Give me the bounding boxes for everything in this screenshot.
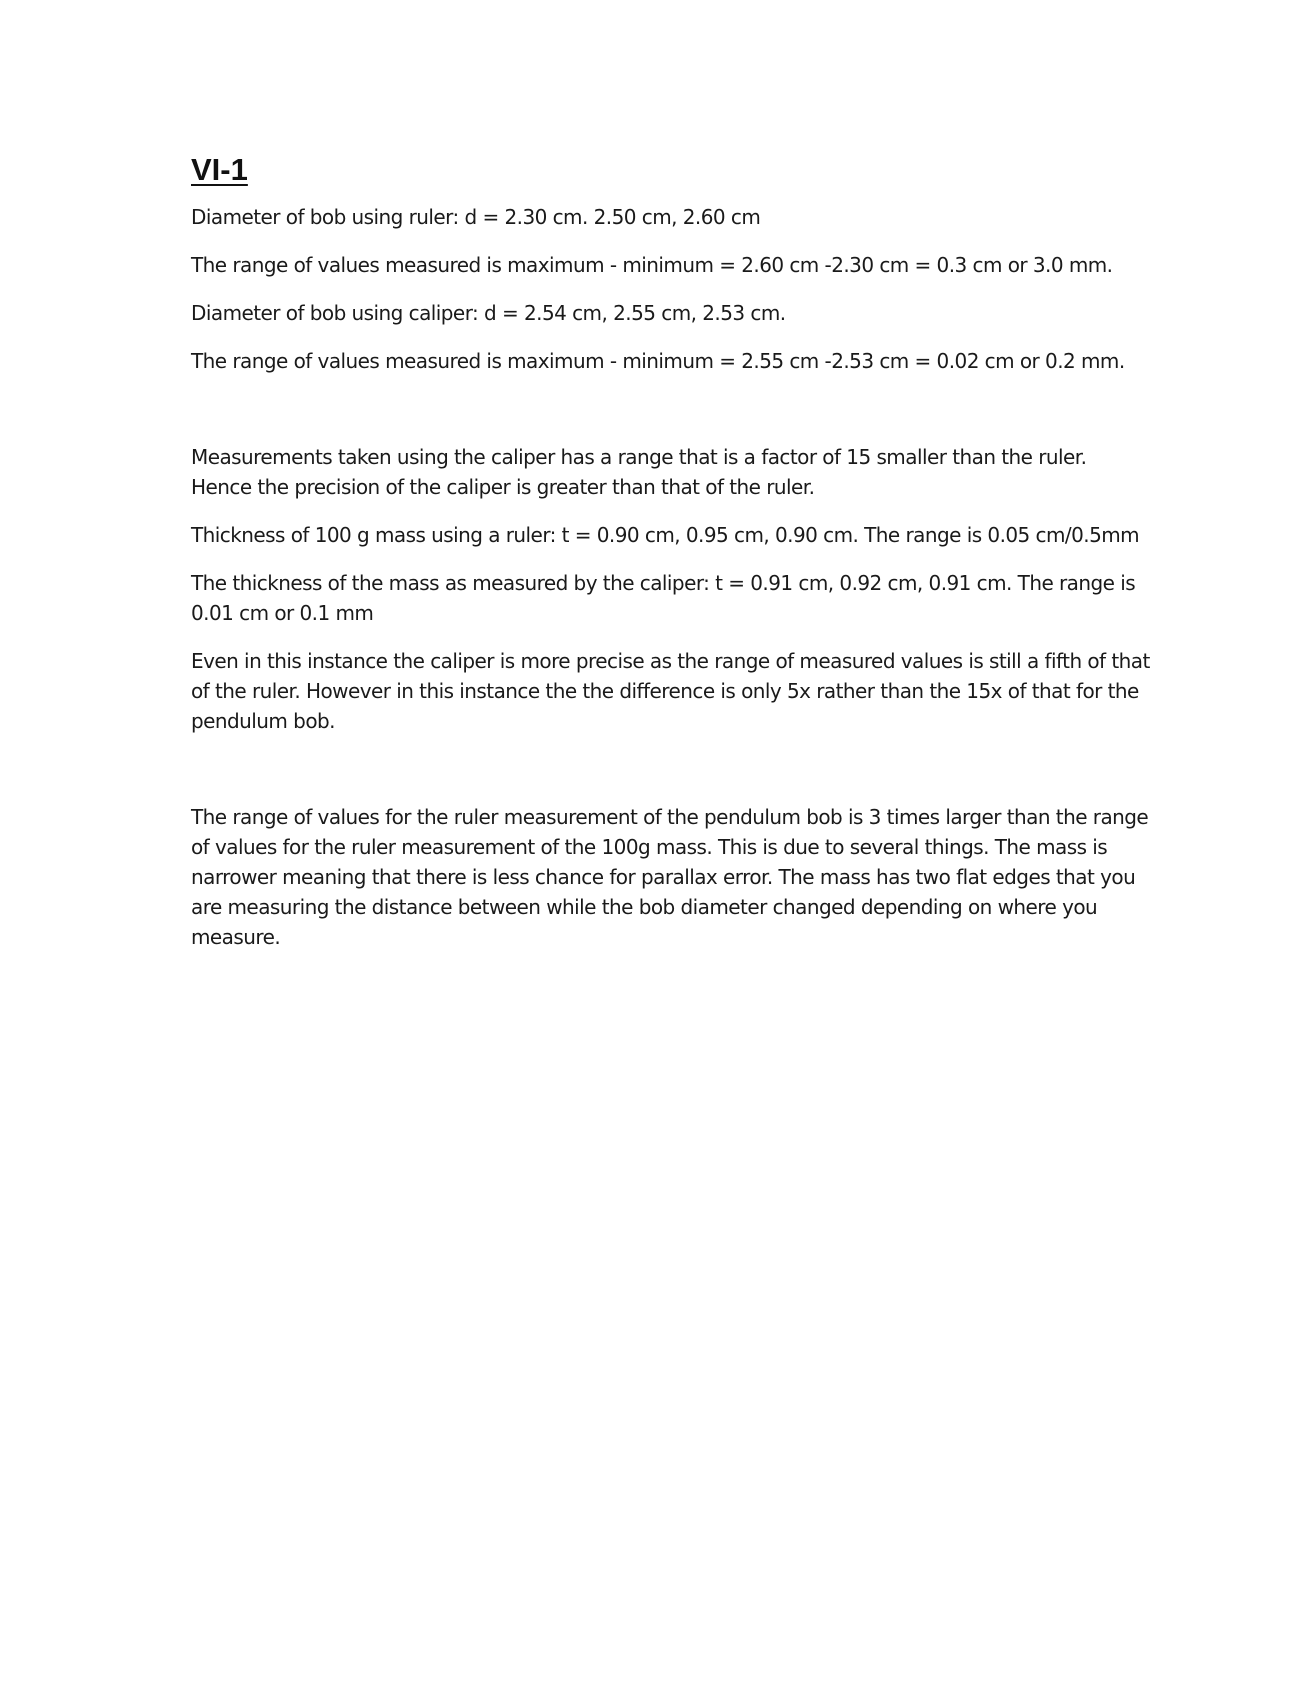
paragraph-ruler-range: The range of values measured is maximum - minimum = 2.60 cm -2.30 cm = 0.3 cm or 3.0 mm. [191,253,1113,277]
paragraph-mass-ruler: Thickness of 100 g mass using a ruler: t = 0.90 cm, 0.95 cm, 0.90 cm. The range is 0.05 cm/0.5mm [191,523,1140,547]
section-heading: VI-1 [191,152,248,187]
paragraph-mass-caliper: The thickness of the mass as measured by the caliper: t = 0.91 cm, 0.92 cm, 0.91 cm. The range is 0.01 cm or 0.1 mm [191,571,1136,625]
paragraph-ruler-diameter: Diameter of bob using ruler: d = 2.30 cm. 2.50 cm, 2.60 cm [191,205,761,229]
paragraph-precision-comparison: Measurements taken using the caliper has a range that is a factor of 15 smaller than the ruler. Hence the precision of the caliper is greater than that of the ruler. [191,445,1087,499]
paragraph-spacer [191,394,1151,442]
paragraph-caliper-diameter: Diameter of bob using caliper: d = 2.54 cm, 2.55 cm, 2.53 cm. [191,301,786,325]
paragraph-caliper-range: The range of values measured is maximum - minimum = 2.55 cm -2.53 cm = 0.02 cm or 0.2 mm. [191,349,1125,373]
paragraph-ruler-range-analysis: The range of values for the ruler measurement of the pendulum bob is 3 times larger than the range of values for the ruler measurement of the 100g mass. This is due to several things. The mass is narrower meaning that there is less chance for parallax error. The mass has two flat edges that you are measuring the distance between while the bob diameter changed depending on where you measure. [191,805,1149,949]
document-body [191,150,1151,970]
paragraph-spacer [191,754,1151,802]
paragraph-mass-comparison: Even in this instance the caliper is more precise as the range of measured values is still a fifth of that of the ruler. However in this instance the the difference is only 5x rather than the 15x of that for the pendulum bob. [191,649,1150,733]
